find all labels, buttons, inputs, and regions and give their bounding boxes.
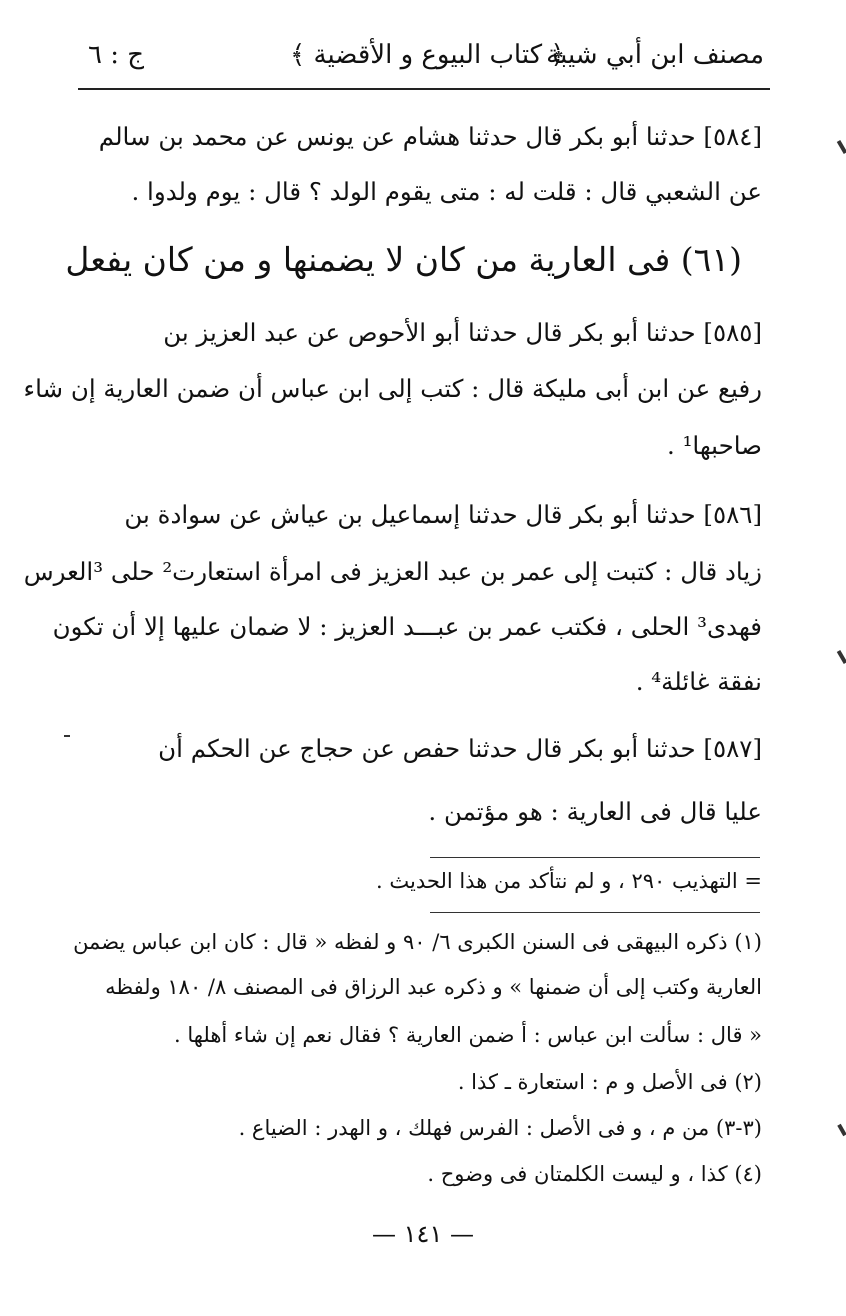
page-number: — ١٤١ — xyxy=(372,1220,474,1248)
footnote-1-line-3: « قال : سألت ابن عباس : أ ضمن العارية ؟ فقال نعم إن شاء أهلها . xyxy=(173,1023,762,1047)
scan-speck xyxy=(837,140,846,154)
hadith-586-line-4: نفقة غائلة⁴ . xyxy=(635,667,762,696)
header-rule xyxy=(78,88,770,90)
hadith-586-line-2: زياد قال : كتبت إلى عمر بن عبد العزيز فى امرأة استعارت² حلى ³العرس xyxy=(23,557,762,586)
footnote-rule-top xyxy=(430,857,760,858)
scan-speck xyxy=(837,650,846,664)
hadith-585-line-2: رفيع عن ابن أبى مليكة قال : كتب إلى ابن عباس أن ضمن العارية إن شاء xyxy=(23,374,762,403)
hadith-586-line-1: [٥٨٦] حدثنا أبو بكر قال حدثنا إسماعيل بن عياش عن سوادة بن xyxy=(124,500,762,529)
footnote-carryover: = التهذيب ٢٩٠ ، و لم نتأكد من هذا الحديث . xyxy=(376,869,762,893)
footnote-1-line-2: العارية وكتب إلى أن ضمنها » و ذكره عبد الرزاق فى المصنف ٨/ ١٨٠ ولفظه xyxy=(105,975,762,999)
hadith-584-line-1: [٥٨٤] حدثنا أبو بكر قال حدثنا هشام عن يونس عن محمد بن سالم xyxy=(98,122,762,151)
hadith-585-line-1: [٥٨٥] حدثنا أبو بكر قال حدثنا أبو الأحوص عن عبد العزيز بن xyxy=(163,318,762,347)
hadith-586-line-3: فهدى³ الحلى ، فكتب عمر بن عبـــد العزيز : لا ضمان عليها إلا أن تكون xyxy=(52,612,762,641)
scan-speck xyxy=(837,1124,846,1136)
hadith-585-line-3: صاحبها¹ . xyxy=(667,431,762,460)
hadith-584-line-2: عن الشعبي قال : قلت له : متى يقوم الولد ؟ قال : يوم ولدوا . xyxy=(131,177,762,206)
volume-label: ج : ٦ xyxy=(88,40,145,70)
book-title: مصنف ابن أبي شيبة xyxy=(546,40,764,70)
footnote-4: (٤) كذا ، و ليست الكلمتان فى وضوح . xyxy=(427,1162,762,1186)
hadith-587-line-1: [٥٨٧] حدثنا أبو بكر قال حدثنا حفص عن حجاج عن الحكم أن xyxy=(158,734,762,763)
section-title: ﴿ كتاب البيوع و الأقضية ﴾ xyxy=(290,40,566,70)
footnote-3: (٣-٣) من م ، و فى الأصل : الفرس فهلك ، و الهدر : الضياع . xyxy=(238,1116,762,1140)
footnote-1-line-1: (١) ذكره البيهقى فى السنن الكبرى ٦/ ٩٠ و لفظه « قال : كان ابن عباس يضمن xyxy=(73,930,762,954)
footnote-rule-bottom xyxy=(430,912,760,913)
scan-speck xyxy=(64,735,70,737)
chapter-heading: (٦١) فى العارية من كان لا يضمنها و من كان يفعل xyxy=(65,240,742,279)
hadith-587-line-2: عليا قال فى العارية : هو مؤتمن . xyxy=(428,797,762,826)
footnote-2: (٢) فى الأصل و م : استعارة ـ كذا . xyxy=(457,1070,762,1094)
